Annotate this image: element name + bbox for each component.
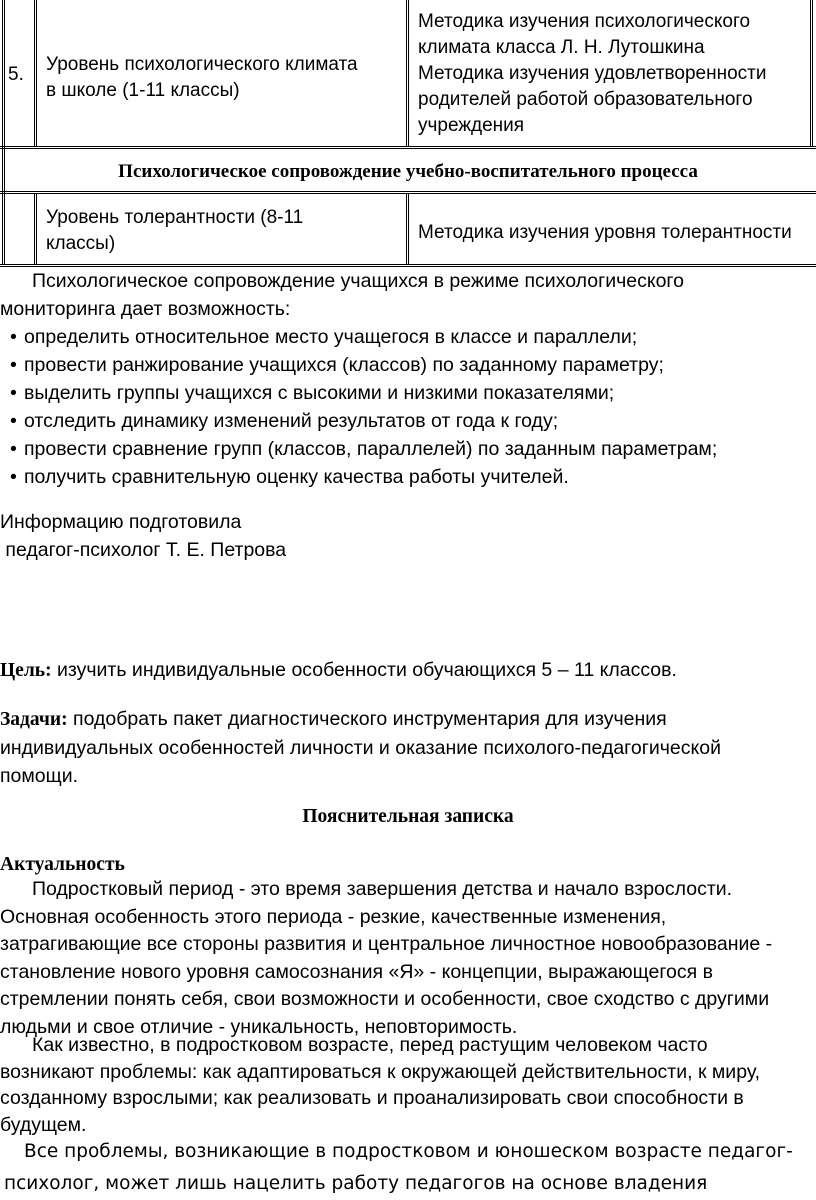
monitoring-section: [0, 267, 816, 491]
signature-line: педагог-психолог Т. Е. Петрова: [0, 539, 287, 561]
list-item-text: провести ранжирование учащихся (классов) по заданному параметру;: [24, 354, 664, 376]
list-item-text: выделить группы учащихся с высокими и низкими показателями;: [24, 382, 615, 404]
note-title-text: Пояснительная записка: [302, 806, 514, 827]
text-line: индивидуальных особенностей личности и оказание психолого-педагогической: [0, 737, 721, 759]
text-line: созданному взрослыми; как реализовать и проанализировать свои способности в: [0, 1087, 744, 1109]
text-line: Психологическое сопровождение учащихся в режиме психологического: [32, 270, 684, 292]
cell-line: Уровень психологического климата: [46, 54, 358, 75]
goal: [0, 656, 816, 685]
text-line: стремлении понять себя, свои возможности и особенности, свое сходство с другими: [0, 988, 770, 1010]
text-line: Как известно, в подростковом возрасте, перед растущим человеком часто: [32, 1034, 708, 1056]
indicator-cell: [46, 52, 358, 104]
bullet-icon: •: [10, 382, 17, 404]
note-title: [0, 803, 816, 831]
tasks: [0, 705, 816, 790]
table-rule: [406, 194, 409, 264]
bullet-icon: •: [10, 438, 17, 460]
cell-line: Уровень толерантности (8-11: [46, 207, 304, 228]
list-item: [0, 463, 816, 491]
relevance-heading-text: Актуальность: [0, 854, 125, 875]
list-item-text: получить сравнительную оценку качества работы учителей.: [24, 466, 569, 488]
list-item-text: отследить динамику изменений результатов от года к году;: [24, 410, 559, 432]
cell-line: Методика изучения удовлетворенности: [418, 63, 767, 84]
signature-block: [0, 508, 816, 564]
bullet-icon: •: [10, 354, 17, 376]
cell-line: климата класса Л. Н. Лутошкина: [418, 37, 705, 58]
bullet-icon: •: [10, 410, 17, 432]
row-number: 5.: [8, 64, 24, 85]
text-line: помощи.: [0, 765, 79, 787]
bullet-icon: •: [10, 326, 17, 348]
table-rule: [2, 0, 5, 264]
text-line: людьми и свое отличие - уникальность, неповторимость.: [0, 1015, 518, 1038]
cell-line: учреждения: [418, 115, 525, 136]
section-header: Психологическое сопровождение учебно-воспитательного процесса: [118, 161, 698, 182]
bullet-icon: •: [10, 466, 17, 488]
text-line: возникают проблемы: как адаптироваться к окружающей действительности, к миру,: [0, 1060, 761, 1083]
indicator-cell: [46, 205, 303, 257]
relevance-paragraph-1: [0, 876, 816, 1041]
cell-line: в школе (1-11 классы): [46, 80, 240, 101]
relevance-paragraph-2: [0, 1032, 816, 1138]
table-rule: [34, 194, 37, 264]
text-line: Все проблемы, возникающие в подростковом и юношеском возрасте педагог-: [24, 1141, 793, 1162]
list-item-text: определить относительное место учащегося в классе и параллели;: [24, 326, 638, 348]
goal-text: изучить индивидуальные особенности обучающихся 5 – 11 классов.: [51, 659, 677, 681]
text-line: будущем.: [0, 1113, 87, 1136]
tasks-text: подобрать пакет диагностического инструментария для изучения: [67, 708, 667, 730]
list-item: [0, 351, 816, 379]
method-cell: [418, 9, 767, 139]
text-line: затрагивающие все стороны развития и центральное личностное новообразование -: [0, 933, 773, 955]
relevance-heading: [0, 851, 816, 879]
cell-line: классы): [46, 233, 116, 254]
relevance-paragraph-3: [0, 1136, 816, 1200]
signature-line: Информацию подготовила: [0, 511, 242, 533]
list-item: [0, 379, 816, 407]
list-item: [0, 435, 816, 463]
list-item: [0, 407, 816, 435]
table-rule: [0, 146, 816, 149]
method-cell: Методика изучения уровня толерантности: [418, 222, 792, 243]
table-rule: [406, 0, 409, 146]
text-line: мониторинга дает возможность:: [0, 298, 291, 320]
table-rule: [810, 0, 813, 146]
list-item-text: провести сравнение групп (классов, параллелей) по заданным параметрам;: [24, 438, 718, 460]
cell-line: Методика изучения психологического: [418, 11, 751, 32]
tasks-label: Задачи:: [0, 709, 68, 730]
text-line: становление нового уровня самосознания «Я» - концепции, выражающегося в: [0, 960, 713, 983]
goal-label: Цель:: [0, 660, 52, 681]
cell-line: родителей работой образовательного: [418, 89, 753, 110]
table-rule: [34, 0, 37, 146]
text-line: психолог, может лишь нацелить работу педагогов на основе владения: [4, 1173, 708, 1194]
text-line: Подростковый период - это время завершения детства и начало взрослости.: [32, 878, 733, 900]
text-line: Основная особенность этого периода - резкие, качественные изменения,: [0, 905, 667, 928]
list-item: [0, 323, 816, 351]
